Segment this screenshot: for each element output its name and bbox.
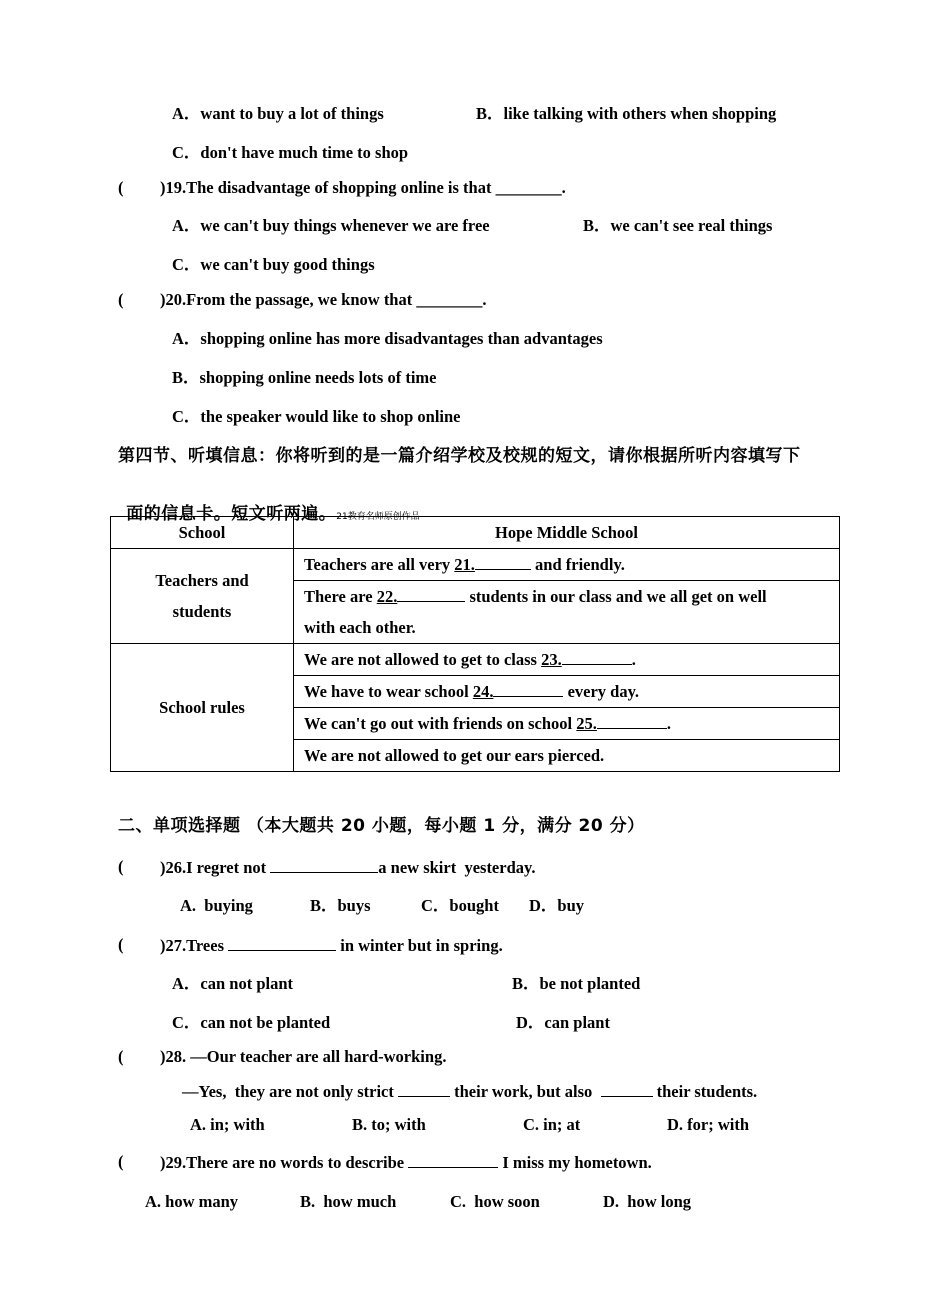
answer-blank-28a[interactable]	[398, 1081, 450, 1097]
cell-text: students in our class and we all get on well	[465, 587, 767, 606]
q28-paren: (	[118, 1047, 124, 1066]
q27-option-a: A．can not plant	[172, 974, 294, 993]
table-cell-24	[294, 676, 840, 708]
q27-stem	[160, 935, 503, 956]
cell-text: Teachers are all very	[304, 555, 455, 574]
answer-blank-23[interactable]	[562, 649, 632, 665]
q27-option-d: D．can plant	[516, 1013, 610, 1032]
q29-stem	[160, 1152, 652, 1173]
q29-paren: (	[118, 1152, 124, 1171]
q26-option-b: B．buys	[310, 896, 371, 915]
answer-blank-21[interactable]	[475, 554, 531, 570]
q18-option-c: C．don't have much time to shop	[172, 143, 409, 162]
table-cell-21	[294, 549, 840, 581]
cell-text: There are	[304, 587, 377, 606]
info-card-table	[110, 516, 840, 772]
q20-stem: )20.From the passage, we know that ________.	[160, 290, 487, 309]
answer-blank-26[interactable]	[270, 857, 378, 873]
cell-text: We are not allowed to get to class	[304, 650, 542, 669]
q29-option-b: B. how much	[300, 1192, 397, 1211]
q20-option-c: C．the speaker would like to shop online	[172, 407, 461, 426]
table-header-school: School	[111, 517, 294, 549]
cell-text: with each other.	[304, 618, 416, 637]
table-row	[111, 644, 840, 676]
table-cell-23	[294, 644, 840, 676]
q28-option-b: B. to; with	[352, 1115, 426, 1134]
blank-number-22: 22.	[376, 587, 398, 606]
section4-instructions-line2: 面的信息卡。短文听两遍。	[126, 504, 337, 524]
answer-blank-28b[interactable]	[601, 1081, 653, 1097]
blank-number-23: 23.	[541, 650, 562, 669]
table-header-school-name: Hope Middle School	[294, 517, 840, 549]
label-line-1: Teachers and	[155, 571, 249, 590]
answer-blank-25[interactable]	[597, 713, 667, 729]
stem-text: )27.Trees	[160, 936, 229, 955]
q28-reply	[182, 1081, 757, 1102]
q19-option-a: A．we can't buy things whenever we are free	[172, 216, 490, 235]
stem-text: a new skirt yesterday.	[378, 858, 536, 877]
stem-text: )26.I regret not	[160, 858, 271, 877]
cell-text: .	[631, 650, 636, 669]
cell-text: every day.	[563, 682, 640, 701]
reply-text: their students.	[652, 1082, 758, 1101]
label-line-2: students	[172, 602, 232, 621]
q28-stem: )28. —Our teacher are all hard-working.	[160, 1047, 447, 1066]
q28-option-a: A. in; with	[190, 1115, 265, 1134]
reply-text: —Yes, they are not only strict	[182, 1082, 398, 1101]
q27-option-c: C．can not be planted	[172, 1013, 331, 1032]
q26-option-c: C．bought	[421, 896, 499, 915]
cell-text: We can't go out with friends on school	[304, 714, 577, 733]
answer-blank-29[interactable]	[408, 1152, 498, 1168]
table-header-row	[111, 517, 840, 549]
watermark-text: 21教育名师原创作品	[336, 512, 420, 522]
reply-text: their work, but also	[450, 1082, 601, 1101]
q29-option-d: D. how long	[603, 1192, 692, 1211]
blank-number-24: 24.	[472, 682, 494, 701]
q26-option-a: A. buying	[180, 896, 253, 915]
q20-option-b: B．shopping online needs lots of time	[172, 368, 437, 387]
blank-number-25: 25.	[576, 714, 597, 733]
table-label-school-rules: School rules	[111, 644, 294, 772]
q19-option-b: B．we can't see real things	[583, 216, 773, 235]
cell-text: .	[666, 714, 672, 733]
stem-text: in winter but in spring.	[336, 936, 503, 955]
blank-number-21: 21.	[454, 555, 475, 574]
table-cell-22	[294, 581, 840, 644]
table-cell-25	[294, 708, 840, 740]
table-label-teachers-students	[111, 549, 294, 644]
answer-blank-22[interactable]	[397, 586, 465, 602]
q19-option-c: C．we can't buy good things	[172, 255, 375, 274]
cell-text: and friendly.	[530, 555, 625, 574]
table-cell-rule-ears: We are not allowed to get our ears pierced.	[294, 740, 840, 772]
q27-option-b: B．be not planted	[512, 974, 641, 993]
q20-paren: (	[118, 290, 124, 309]
cell-text: We have to wear school	[304, 682, 473, 701]
q29-option-c: C. how soon	[450, 1192, 540, 1211]
section4-instructions-line1: 第四节、听填信息：你将听到的是一篇介绍学校及校规的短文，请你根据所听内容填写下	[118, 446, 801, 466]
q19-paren: (	[118, 178, 124, 197]
stem-text: )29.There are no words to describe	[160, 1153, 409, 1172]
q28-option-d: D. for; with	[667, 1115, 750, 1134]
q28-option-c: C. in; at	[523, 1115, 581, 1134]
q18-option-b: B．like talking with others when shopping	[476, 104, 777, 123]
q19-stem: )19.The disadvantage of shopping online is that ________.	[160, 178, 566, 197]
stem-text: I miss my hometown.	[498, 1153, 652, 1172]
table-row	[111, 549, 840, 581]
part2-title: 二、单项选择题 （本大题共 20 小题，每小题 1 分，满分 20 分）	[118, 816, 645, 836]
q26-paren: (	[118, 857, 124, 876]
q20-option-a: A．shopping online has more disadvantages than advantages	[172, 329, 603, 348]
q18-option-a: A．want to buy a lot of things	[172, 104, 384, 123]
q27-paren: (	[118, 935, 124, 954]
q26-stem	[160, 857, 535, 878]
answer-blank-27[interactable]	[228, 935, 336, 951]
answer-blank-24[interactable]	[493, 681, 563, 697]
q26-option-d: D．buy	[529, 896, 585, 915]
q29-option-a: A. how many	[145, 1192, 239, 1211]
